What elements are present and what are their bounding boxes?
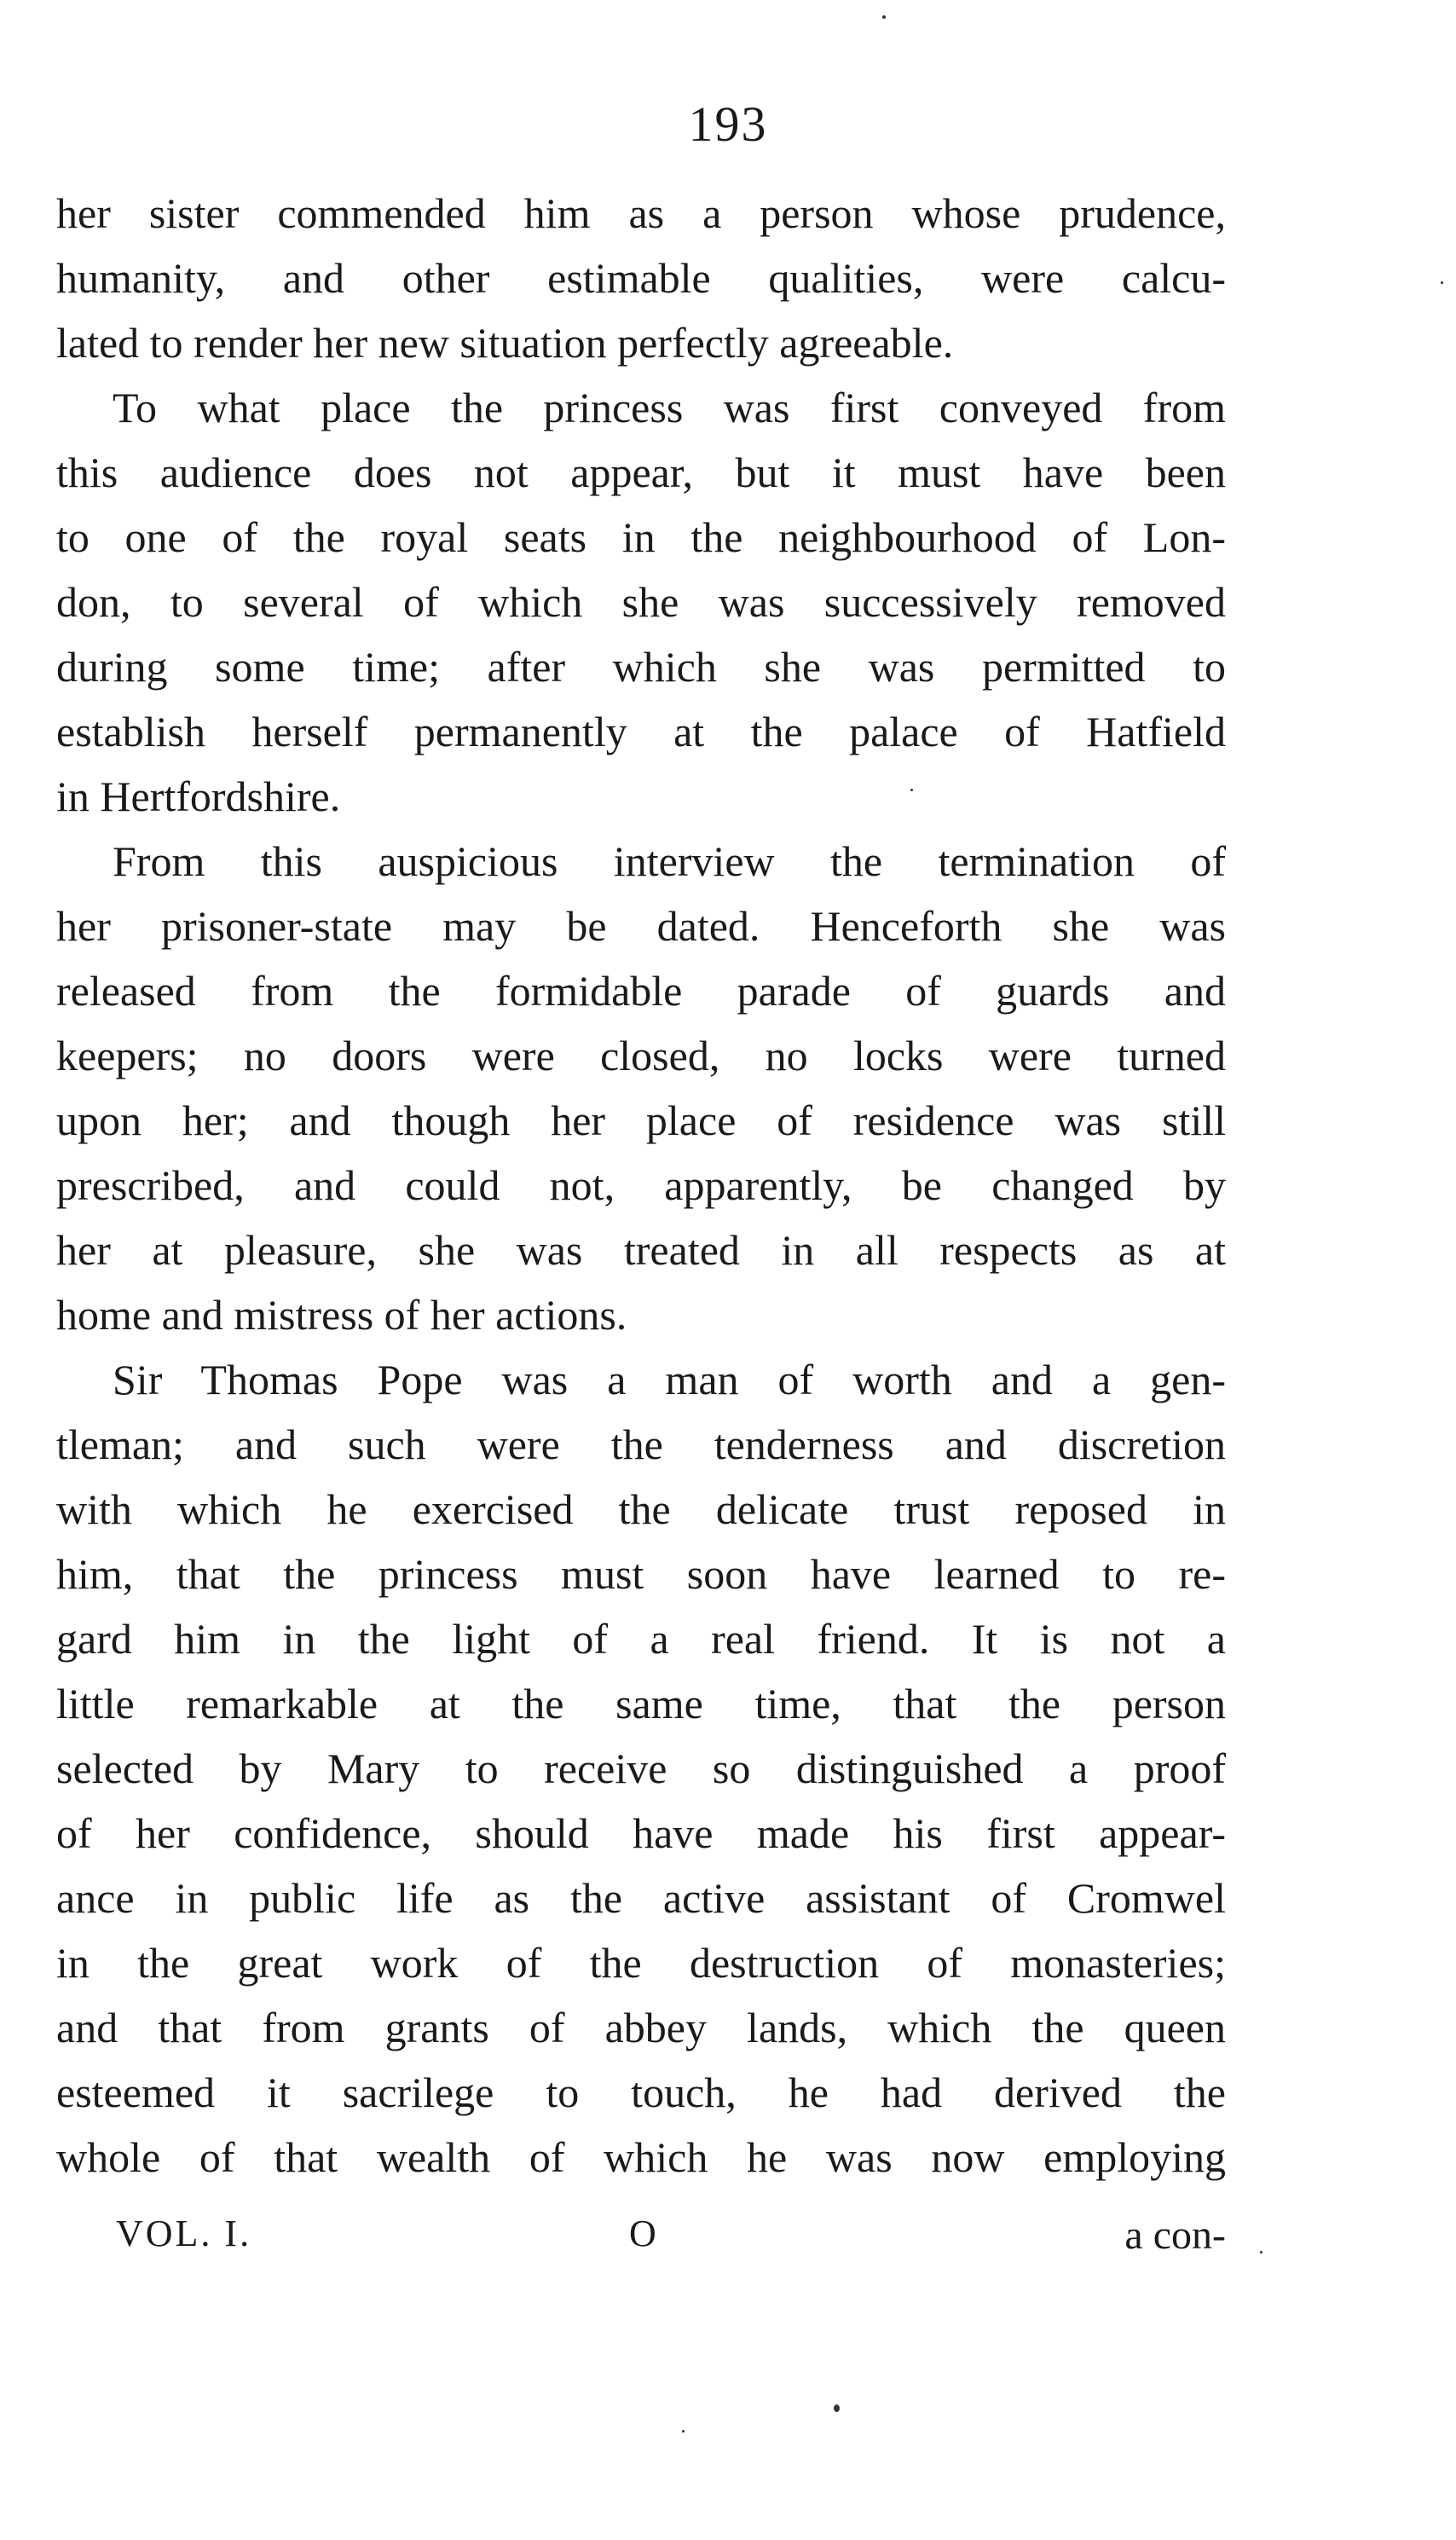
paragraph-start-line: From this auspicious interview the termination of [113,837,1226,885]
scan-speck [1441,281,1443,284]
scan-speck [882,15,886,19]
text-line: her prisoner-state may be dated. Henceforth she was [56,902,1226,950]
text-line: to one of the royal seats in the neighbourhood of Lon- [56,513,1226,561]
text-line: ance in public life as the active assistant of Cromwel [56,1874,1226,1922]
page-footer [56,2212,1226,2271]
text-line: in Hertfordshire. [56,772,341,820]
text-line: tleman; and such were the tenderness and discretion [56,1420,1226,1468]
text-line: lated to render her new situation perfectly agreeable. [56,319,954,367]
text-line: don, to several of which she was successively removed [56,578,1226,626]
scan-speck [682,2430,685,2433]
text-line: her at pleasure, she was treated in all respects as at [56,1226,1226,1274]
text-line: esteemed it sacrilege to touch, he had derived the [56,2068,1226,2116]
scan-speck [834,2404,840,2412]
text-line: released from the formidable parade of guards and [56,967,1226,1015]
paragraph-start-line: Sir Thomas Pope was a man of worth and a gen- [113,1356,1226,1403]
text-line: humanity, and other estimable qualities, were calcu- [56,254,1226,302]
body-text [56,181,1226,2190]
text-line: establish herself permanently at the palace of Hatfield [56,708,1226,755]
text-line: little remarkable at the same time, that the person [56,1680,1226,1727]
signature-mark: O [629,2213,656,2254]
text-line: him, that the princess must soon have learned to re- [56,1550,1226,1598]
text-line: during some time; after which she was permitted to [56,643,1226,691]
text-line: this audience does not appear, but it must have been [56,448,1226,496]
text-line: home and mistress of her actions. [56,1291,627,1339]
text-line: keepers; no doors were closed, no locks were turned [56,1032,1226,1079]
paragraph-start-line: To what place the princess was first conveyed from [113,384,1226,431]
text-line: prescribed, and could not, apparently, be changed by [56,1161,1226,1209]
scan-speck [1260,2251,1262,2254]
text-line: in the great work of the destruction of monasteries; [56,1939,1226,1987]
catchword: a con- [1124,2213,1226,2258]
text-line: whole of that wealth of which he was now employing [56,2133,1226,2181]
text-line: with which he exercised the delicate trust reposed in [56,1485,1226,1533]
text-line: gard him in the light of a real friend. It is not a [56,1615,1226,1663]
text-line: of her confidence, should have made his first appear- [56,1809,1226,1857]
scan-speck [910,789,913,791]
text-line: upon her; and though her place of residence was still [56,1096,1226,1144]
text-line: her sister commended him as a person whose prudence, [56,189,1226,237]
text-line: and that from grants of abbey lands, which the queen [56,2004,1226,2051]
page-number: 193 [688,96,768,152]
text-line: selected by Mary to receive so distinguished a proof [56,1744,1226,1792]
volume-label: VOL. I. [116,2213,252,2254]
